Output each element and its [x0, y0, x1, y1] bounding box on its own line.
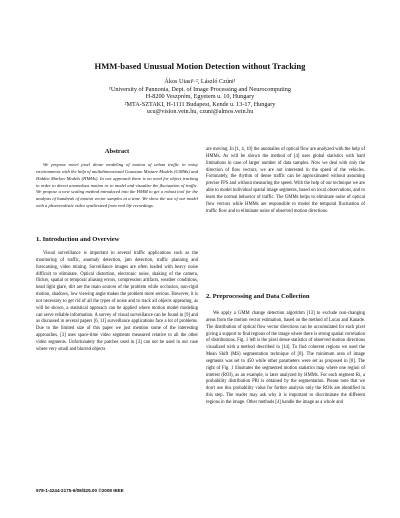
author-names: Ákos Utasi¹·², László Czúni¹ [164, 78, 236, 85]
section-1-heading: 1. Introduction and Overview [36, 236, 120, 243]
author-block [0, 78, 400, 116]
column-2-intro-text: are moving. In [1, 4, 10] the anomalies of optical flow are analyzed with the help of HMMs. As will be shown the method of [4] uses global statistics with hard limitations in case of larger number of data samples. Now we deal with only the direction of flow vectors, we are not interested in the speed of the vehicles. Fortunately, the rhythm of dense traffic can be approximated without assuming precise FPS and without measuring the speed. With the help of our technique we are able to model individual spatial image segments, based on local observations, and to learn the normal behavior of traffic. The GMMs helps to eliminate noise of optical flow vectors while HMMs are responsible to model the temporal fluctuation of traffic flow and to eliminate noise of observed motion directions. [206, 147, 365, 214]
abstract-text: We propose novel pixel dense modeling of motion of urban traffic in noisy environments with the help of multidimensional Gaussian Mixture Models (GMMs) and Hidden Markov Models (HMMs). In our approach there is no need for object tracking in order to detect anomalous motion or to model and visualize the fluctuation of traffic. We propose a new scaling method introduced into the HMM to get a robust tool for the analysis of hundreds of motion vector samples at a time. We show the use of our model with a photorealistic video synthesized from real life recordings. [36, 162, 198, 209]
author-emails: ucu@vision.vein.hu, czuni@almos.vein.hu [146, 108, 254, 116]
section-1-text: Visual surveillance is important in several traffic applications such as the monitoring of traffic, anomaly detection, jam detection, traffic planning and forecasting, video mining. Surveillance images are often loaded with heavy noise difficult to eliminate. Optical distortion, electronic noise, shaking of the camera, flicker, spatial or temporal aliasing errors, compression artifacts, weather conditions, head light glare, dirt are the main sources of the problem while occlusion, non-rigid motion, shadows, low viewing angle makes the problem more serious. However, it is not necessary to get rid of all the types of noise and to track all objects appearing, as will be shown, a statistical approach can be applied where motion model modeling can serve reliable information. A survey of visual surveillance can be found in [9] and as discussed in several papers [6, 11] surveillance applications face a lot of problems. Due to the limited size of this paper we just mention some of the interesting approaches. [3] uses space-time video segments measured relative to all the other video segments. Unfortunately the patches used in [3] can not be used in our case where very small and blurred objects [36, 251, 198, 352]
section-2-heading: 2. Preprocessing and Data Collection [206, 293, 310, 300]
affiliation-2: ²MTA-SZTAKI, H-1111 Budapest, Kende u. 13-17, Hungary [124, 100, 276, 108]
paper-title: HMM-based Unusual Motion Detection without Tracking [94, 61, 306, 71]
section-2-text: We apply a GMM change detection algorithm [13] to exclude non-changing areas from the motion vector estimation, based on the method of Lucas and Kanade. The distribution of optical flow vector directions can be accumulated for each pixel giving a support to find regions of the image where there is strong spatial correlation of distributions. Fig. 1 left is the pixel dense statistics of observed motion directions visualized with a method described in [14]. To find coherent regions we used the Mean Shift (MS) segmentation technique of [8]. The minimum area of image segments was set to 450 while other parameters were set as proposed in [8]. The right of Fig. 1 illustrates the segmented motion statistics map where one region of interest (ROI), as an example, is later analyzed by HMMs. For each segment Ri, a probability distribution PRi is obtained by the segmentation. Please note that we don't use this probability value for further analysis only the ROIs are identified in this step. The reader may ask why it is important to discriminate the different regions in the image. Other methods [4] handle the image as a whole and [206, 311, 365, 405]
affiliation-1: ¹University of Pannonia, Dept. of Image Processing and Neurocomputing [109, 85, 291, 93]
copyright-footer: 978-1-4244-2175-6/08/$25.00 ©2008 IEEE [36, 488, 124, 493]
address-1: H-8200 Veszprém, Egyetem u. 10, Hungary [145, 93, 255, 101]
abstract-heading: Abstract [104, 148, 130, 155]
